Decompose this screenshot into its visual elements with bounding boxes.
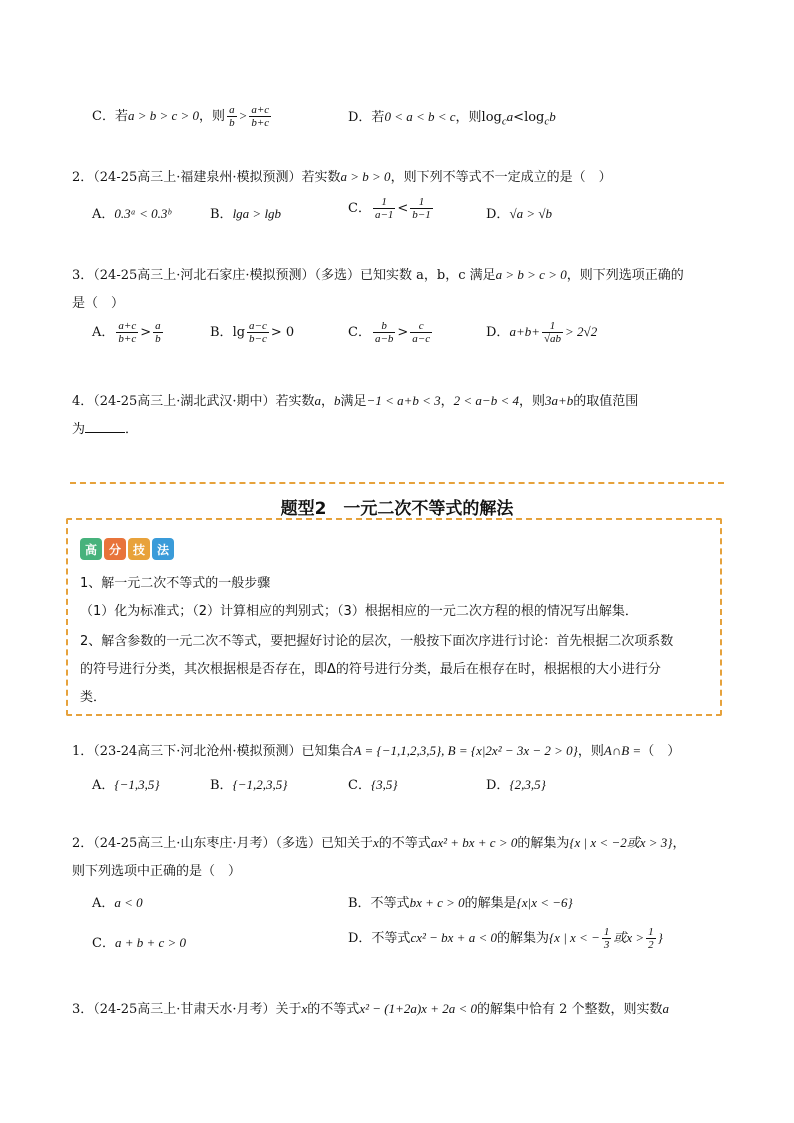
tip-line: （1）化为标准式；（2）计算相应的判别式；（3）根据相应的一元二次方程的根的情况写出解集． <box>80 604 638 619</box>
question-2-stem: 2．（24-25高三上·福建泉州·模拟预测）若实数a > b > 0，则下列不等式不一定成立的是（ ） <box>72 169 612 185</box>
q2-option-c: C． $\frac{1}{a-1}$ < $\frac{1}{b-1}$ <box>348 196 431 221</box>
p2-option-c: C．a + b + c > 0 <box>92 935 187 951</box>
question-4-stem: 4．（24-25高三上·湖北武汉·期中）若实数a，b满足−1 < a+b < 3，2 < a−b < 4，则3a+b的取值范围 <box>72 393 639 409</box>
q2-option-b: B．lga > lgb <box>210 206 282 222</box>
practice-1-stem: 1．（23-24高三下·河北沧州·模拟预测）已知集合A = {−1,1,2,3,5}, B = {x|2x² − 3x − 2 > 0}，则A∩B =（ ） <box>72 743 681 759</box>
p2-option-b: B．不等式bx + c > 0的解集是{x|x < −6} <box>348 895 573 911</box>
q3-option-b: B．lg $\frac{a-c}{b-c}$ > 0 <box>210 320 295 345</box>
q2-option-a: A．0.3ᵃ < 0.3ᵇ <box>92 206 171 222</box>
section-title: 题型2 一元二次不等式的解法 <box>280 499 514 519</box>
p1-option-d: D．{2,3,5} <box>486 777 546 793</box>
tip-line: 2、解含参数的一元二次不等式，要把握好讨论的层次，一般按下面次序进行讨论：首先根据二次项系数 <box>80 634 674 649</box>
p2-option-d: D．不等式cx² − bx + a < 0的解集为{x | x < − $\frac{1}{3}$ 或x > $\frac{1}{2}$ } <box>348 926 663 951</box>
option-c-top: C．若a > b > c > 0，则 $\frac{a}{b}$ > $\frac{a+c}{b+c}$ <box>92 104 270 129</box>
tip-line: 类． <box>80 690 107 705</box>
question-3-stem: 3．（24-25高三上·河北石家庄·模拟预测）（多选）已知实数 a，b，c 满足a > b > c > 0，则下列选项正确的 <box>72 267 684 283</box>
p1-option-b: B．{−1,2,3,5} <box>210 777 288 793</box>
question-4-stem-cont: 为 ． <box>72 422 139 437</box>
q3-option-a: A． $\frac{a+c}{b+c}$ > $\frac{a}{b}$ <box>92 320 161 345</box>
practice-2-stem-cont: 则下列选项中正确的是（ ） <box>72 864 242 879</box>
practice-3-stem: 3．（24-25高三上·甘肃天水·月考）关于x的不等式x² − (1+2a)x + 2a < 0的解集中恰有 2 个整数，则实数a <box>72 1001 670 1017</box>
tips-badge: 高 分 技 法 <box>80 538 174 560</box>
practice-2-stem: 2．（24-25高三上·山东枣庄·月考）（多选）已知关于x的不等式ax² + bx + c > 0的解集为{x | x < −2或x > 3}， <box>72 835 686 851</box>
q3-option-d: D．a+b+ $\frac{1}{√ab}$ > 2√2 <box>486 320 598 345</box>
option-d-top: D．若0 < a < b < c，则$\log_ca<\log_cb$ <box>348 109 556 128</box>
p2-option-a: A．a < 0 <box>92 895 143 911</box>
p1-option-a: A．{−1,3,5} <box>92 777 160 793</box>
tip-line: 1、解一元二次不等式的一般步骤 <box>80 576 271 591</box>
answer-blank[interactable] <box>85 420 125 433</box>
q3-option-c: C． $\frac{b}{a-b}$ > $\frac{c}{a-c}$ <box>348 320 431 345</box>
tip-line: 的符号进行分类，其次根据根是否存在，即Δ的符号进行分类，最后在根存在时，根据根的大小进行分 <box>80 662 661 677</box>
question-3-stem-cont: 是（ ） <box>72 296 125 311</box>
q2-option-d: D．√a > √b <box>486 206 552 222</box>
section-top-divider <box>70 482 724 484</box>
p1-option-c: C．{3,5} <box>348 777 398 793</box>
